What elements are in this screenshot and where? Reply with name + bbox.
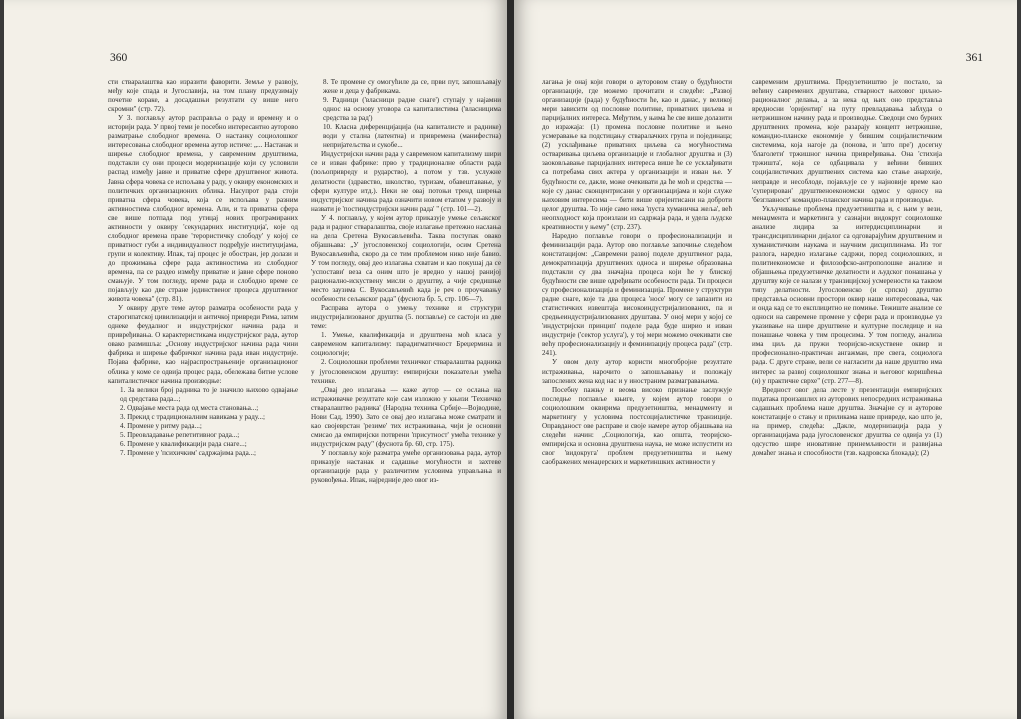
- paragraph: сти стваралаштва као изразити фаворити. Земље у развоју, међу које спада и Југославија, на том плану предузимају почетне кораке, а досадашњи резултати су више него скромни" (стр. 72).: [108, 78, 298, 114]
- numbered-list: [108, 386, 298, 458]
- paragraph: У овом делу аутор користи многобројне резултате истраживања, нарочито о запошљавању и положају запослених жена код нас и у иностраним размагравањима.: [542, 358, 732, 385]
- list-item: 3. Прекид с традиционалним навикама у раду...;: [120, 412, 265, 421]
- list-item: 2. Одвајање места рада од места становања...;: [120, 403, 259, 412]
- list-item: 9. Радници ('власници радне снаге') ступају у најамни однос на основу уговора са капиталистима ('власницима средства за рад'): [323, 96, 501, 123]
- list-item: 1. За велики број радника то је значило њихово одвајање од средстава рада...;: [120, 385, 298, 403]
- paragraph: 2. Социолошки проблеми техничког стваралаштва радника у југословенском друштву: емпиријски показатељи умећа технике.: [311, 358, 501, 385]
- left-column-2: [311, 78, 501, 688]
- paragraph: Укључивање проблема предузетништва и, с њим у вези, менаџмента и маркетинга у сазнајни видокруг социолошке анализе лидира за интердисциплинарни и трансдисциплинарни дијалог са одговарајућим друштвеним и хуманистичким наукама и научним дисциплинама. Из тог разлога, наредно излагање садржи, поред социолошких, и политиекономске и филозофско-антрополошке анализе и објашњења предузетничке делатности и људског понашања у друштву које се налази у транзицијској усмерености ка таквом типу делатности. Југословенско (и српско) друштво представља основни простори оквир наше интересовања, чак и онда кад се то експлицитно не помиње. Тежиште анализе се односи на савремене промене у сфери рада и производње уз указивање на шире друштвене и културне последице и на понашање човека у тим процесима. У том погледу, анализа има циљ да пружи теоријско-искуствене оквир и професионално-практичан ангажман, пре свега, социолога рада. С друге стране, вели се нагласити да наше друштво има интерес за развој социолошког знања и његовог коришћења (и) у практичне сврхе" (стр. 277—8).: [752, 204, 942, 385]
- list-item: 4. Промене у ритму рада...;: [120, 421, 202, 430]
- right-column-1: [542, 78, 732, 688]
- list-item: 6. Промене у квалификацији рада снаге...;: [120, 439, 247, 448]
- list-item: 5. Преовладавање репетитивног рада...;: [120, 430, 240, 439]
- paragraph: „Овај део излагања — каже аутор — се ослања на истраживачке резултате које сам изложио у књизи 'Техничко стваралаштво радника' (Народна техника Србије—Војводине, Нови Сад, 1990). Зато се овај део излагања може сматрати и као својеврстан 'резиме' тих истраживања, чији је основни смисао да емпиријски потврени 'присутност' умећа технике у индустријском раду" (фуснота бр. 60, стр. 175).: [311, 385, 501, 448]
- book-gutter: [507, 0, 514, 719]
- page-number-right: 361: [965, 52, 983, 64]
- page-number-left: 360: [110, 52, 128, 64]
- list-item: 10. Класна диференцијација (на капиталисте и раднике) води у стална (латентна) и привремена (манифестна) непријатељства и сукобе...: [323, 123, 501, 150]
- left-page: [4, 0, 507, 719]
- paragraph: савременим друштвима. Предузетништво је постало, за већину савремених друштава, стварност њиховог циљно-рационалног делања, а за нека од њих оно представља вредносни 'оријентир' на путу превладавања заблуда о нетржишном начину рада и производње. Сведоци смо бурних друштвених промена, које разарају концепт нетржишне, командно-планске економије у бившим социјалистичким системима, која нагоје да (понова, и 'што пре') досегну 'благолети' тржишног начина привређивања. Она 'стихија тржишта', која се одбацивала у већини бивших социјалистичких друштвених система као стање анархије, неправде и несоблоде, појављује се у најновије време као 'суперирован' друштвеноекономски одмос у односу на 'безглавност' командно-планског начина рада и производње.: [752, 78, 942, 204]
- paragraph: У поглављу које разматра умеће организовања рада, аутор приказује настанак и садашње могућности и захтеве организације рада у различитим условима управљања и руковођења. Ипак, најредније део овог из-: [311, 448, 501, 485]
- paragraph: Расправа аутора о умењу технике и структури индустријализованог друштва (5. поглавље) се састоји из две теме:: [311, 304, 501, 331]
- paragraph: Индустријски начин рада у савременом капитализму шири се и изван фабрике: прво у традиционалне области рада (пољопривреду и рударство), а потом у тзв. услужне делатности (здравство, школство, туризам, обавештавање, у сфери културе итд.). Неки не овај потоњи тренд ширења индустријског начина рада означити новом етапом у развоју и назвати је 'постиндустријски начин рада' " (стр. 101—2).: [311, 150, 501, 213]
- paragraph: Посебну пажњу и веома високо признање заслужује последње поглавље књиге, у којем аутор говори о социолошким оквирима предузетништва, менаџменту и маркетингу у условима постсоцијалистичке транзиције. Оправданост ове расправе и своје намере аутор објашњава на следећи начин: „Социологија, као општа, теоријско-емпиријска и основна друштвена наука, не може испустити из свог 'видокруга' проблем предузетништва и њему саображених менаџерских и маркетиншких активности у: [542, 385, 732, 466]
- paragraph: У 4. поглављу, у којем аутор приказује умење сељакског рада и радног стваралаштва, своје излагање претежно наслања на дела Сретена Вукосављевића. Таква поступак овако објашњава: „У југословенској социологији, осим Сретена Вукосављевића, скоро да се тим проблемом нико није бавио. У том погледу, овај део излагања схватам и као покушај да се 'успостави' веза са оним што је вредно у нашој ранијој рационално-искуствену мисли о друштву, а чије средишње место заузима С. Вукосављевић када је реч о проучавању особености сељакског рада" (фуснота бр. 5, стр. 106—7).: [311, 213, 501, 304]
- paragraph: Вредност овог дела лесте у презентацији емпиријских података произашлих из ауторових непосредних истраживања садашњих проблема наше друштва. Значајне су и ауторове констатације о стању и приликама наше привреде, као што је, на пример, следећа: „Дакле, модернизација рада у организацијама рада југословенског друштва се одвија уз (1) одсуство шире иновативне принемљивости и развијања домаћег знања и способности (тзв. кадровска блокада); (2): [752, 385, 942, 457]
- list-item: 8. Те промене су омогућиле да се, први пут, запошљавају жене и деца у фабрикама.: [323, 78, 501, 96]
- right-column-2: [752, 78, 942, 688]
- left-column-1: [108, 78, 298, 688]
- paragraph: У 3. поглављу аутор расправља о раду и времену и о историји рада. У првој теми је посебно интересантно ауторово разматрање слободног времена. О настанку социолошког интересовања слободног времена аутор истиче: „... Настанак и ширење слободног времена, у савременим друштвима, подстакли су они процеси модернизације који су условили распад између јавне и приватне сфере друштвеног живота. Јавна сфера човека се испољава у раду, у оквиру економских и политичких организационих облика. Насупрот рада стоји приватна сфера човека, која се испољава у разним активностима слободног времена. Али, и та приватна сфера све више потпада под утицај нових програмираних активности у оквиру 'секундарних институција', које од слободног времена праве 'терористичку слободу' у којој се приватност губи а индивидуалност подређује институцијама, групи и колективу. Ипак, тај процес је обостран, јер долази и до прожимања сфере рада активностима из слободног времена, па се раздео између приватне и јавне сфере поново смањује. У том погледу, време рада и слободно време се појављују као две стране јединственог процеса друштвеног живота човека" (стр. 81).: [108, 114, 298, 304]
- right-page: [514, 0, 1017, 719]
- paragraph: У оквиру друге теме аутор разматра особености рада у старогипатској цивилизацији и античкој привреди Рима, затим однеке феудалног и индустријског начина рада и привређивања. О карактеристикама индустријског рада, аутор овако размишља: „Основу индустријског начина рада чини фабрика и ширење фабричког начина рада иван индустрије. Појава фабрике, као најраспрострањеније организационог облика у коме се одвија процес рада, обележава битне услове капиталистичког начина производње:: [108, 304, 298, 385]
- paragraph: лагања је онај који говори о ауторовом ставу о будућности организације, где можемо прочитати и следеће: „Развој организације (рада) у будућности ће, као и данас, у великој мери зависити од пословне политике, приватних циљева и парцијалних интереса. Међутим, у њима ће све више долазити до изражаја: (1) промена пословне политике и њено усмеравање ка подстицању стваралачких група и појединаца; (2) усклађивање приватних циљева са могућностима остваривања циљева организације и глобалног друштва и (3) заоковљавање парцијалних интереса више ће се усклађивати са потребама свих актера у организацији и изван ње. У будућности се, дакле, може очекивати да ће моћ и средства — које су данас сконцентрисани у организацијама и који служе њиховим интересима — бити више оријентисани на доброти целог друштва. То није само нека 'пуста хуманичка жеља', већ неопходност која произлази из садржаја рада, и удела људске креативности у њему" (стр. 237).: [542, 78, 732, 231]
- list-item: 7. Промене у 'психичким' садржајима рада...;: [120, 448, 257, 457]
- numbered-list: [311, 78, 501, 150]
- paragraph: 1. Умење, квалификација и друштвена моћ класа у савременом капитализму: парадигматичност Бреџермина и социологије;: [311, 331, 501, 358]
- paragraph: Наредно поглавље говори о професионализацији и феминизацији рада. Аутор ово поглавље започиње следећом констатацијом: „Савремени развој поделе друштвеног рада, демократизација друштвених односа и ширење образовања подстакли су два значајна процеса који ће у блиској будућности све више одређивати особености рада. Ти процеси су професионализација и феминизација. Промене у структури радне снаге, које та два процеса 'носе' могу се запазити из статистичких извештаја високоиндустријализованих, па и средњеиндустријализованих друштава. У оној мери у којој се 'индустријски принцип' поделе рада буде ширио и изван индустрије ('сектор услуга'), у тој мери можемо очекивати све већу професионализацију и феминизацију процеса рада" (стр. 241).: [542, 231, 732, 358]
